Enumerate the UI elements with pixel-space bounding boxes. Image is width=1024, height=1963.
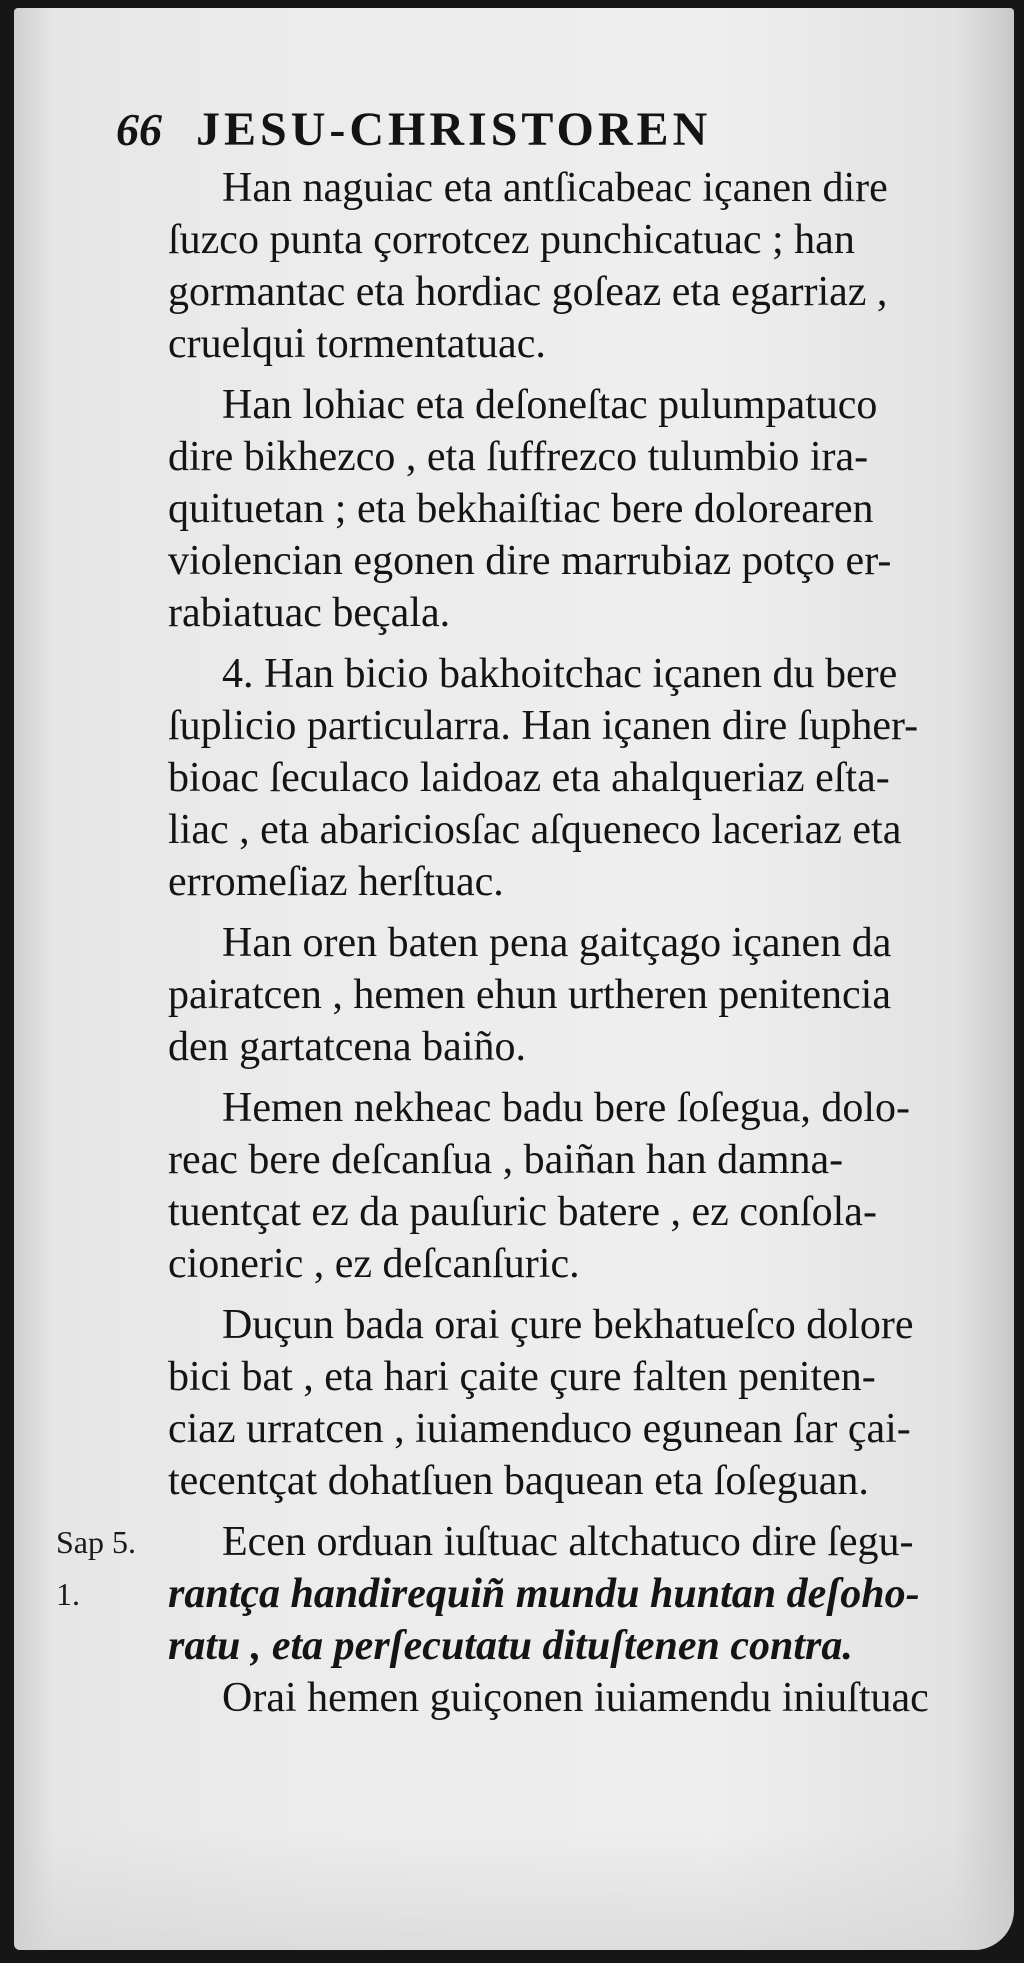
text-line: bioac ſeculaco laidoaz eta ahalqueriaz eſta- <box>168 755 890 801</box>
text-line: dire bikhezco , eta ſuffrezco tulumbio ira- <box>168 434 869 480</box>
text-line: tecentçat dohatſuen baquean eta ſoſeguan. <box>168 1458 869 1504</box>
text-line-italic: rantça handirequiñ mundu huntan deſoho- <box>168 1571 920 1617</box>
text-line: liac , eta abariciosſac aſqueneco laceriaz eta <box>168 807 902 853</box>
text-line: Han naguiac eta antſicabeac içanen dire <box>222 165 888 211</box>
text-line: tuentçat ez da pauſuric batere , ez conſola- <box>168 1189 877 1235</box>
text-line: Hemen nekheac badu bere ſoſegua, dolo- <box>222 1085 911 1131</box>
text-line: erromeſiaz herſtuac. <box>168 859 504 905</box>
text-line: gormantac eta hordiac goſeaz eta egarriaz , <box>168 269 888 315</box>
text-line: Han lohiac eta deſoneſtac pulumpatuco <box>222 382 878 428</box>
text-line: 4. Han bicio bakhoitchac içanen du bere <box>222 651 898 697</box>
text-line-italic: ratu , eta perſecutatu dituſtenen contra. <box>168 1623 853 1669</box>
text-line: ciaz urratcen , iuiamenduco egunean ſar çai- <box>168 1406 911 1452</box>
text-line: Ecen orduan iuſtuac altchatuco dire ſegu- <box>222 1519 914 1565</box>
margin-note-verse: 1. <box>56 1576 80 1612</box>
text-line: quituetan ; eta bekhaiſtiac bere dolorearen <box>168 486 874 532</box>
margin-note-reference: Sap 5. <box>56 1524 136 1560</box>
text-line: ſuplicio particularra. Han içanen dire ſupher- <box>168 703 919 749</box>
running-title: JESU-CHRISTOREN <box>196 103 712 156</box>
page-number: 66 <box>116 104 162 155</box>
page-header <box>116 100 711 160</box>
text-line: reac bere deſcanſua , baiñan han damna- <box>168 1137 844 1183</box>
text-line: cioneric , ez deſcanſuric. <box>168 1241 580 1287</box>
text-line: Duçun bada orai çure bekhatueſco dolore <box>222 1302 914 1348</box>
text-line: ſuzco punta çorrotcez punchicatuac ; han <box>168 217 855 263</box>
text-line: pairatcen , hemen ehun urtheren penitencia <box>168 972 891 1018</box>
text-line: Han oren baten pena gaitçago içanen da <box>222 920 892 966</box>
text-line: cruelqui tormentatuac. <box>168 321 546 367</box>
text-line: violencian egonen dire marrubiaz potço er- <box>168 538 892 584</box>
text-line: rabiatuac beçala. <box>168 590 451 636</box>
text-line: Orai hemen guiçonen iuiamendu iniuſtuac <box>222 1675 929 1721</box>
text-line: bici bat , eta hari çaite çure falten peniten- <box>168 1354 876 1400</box>
text-line: den gartatcena baiño. <box>168 1024 526 1070</box>
page-text <box>14 8 1014 1950</box>
book-page <box>14 8 1014 1950</box>
